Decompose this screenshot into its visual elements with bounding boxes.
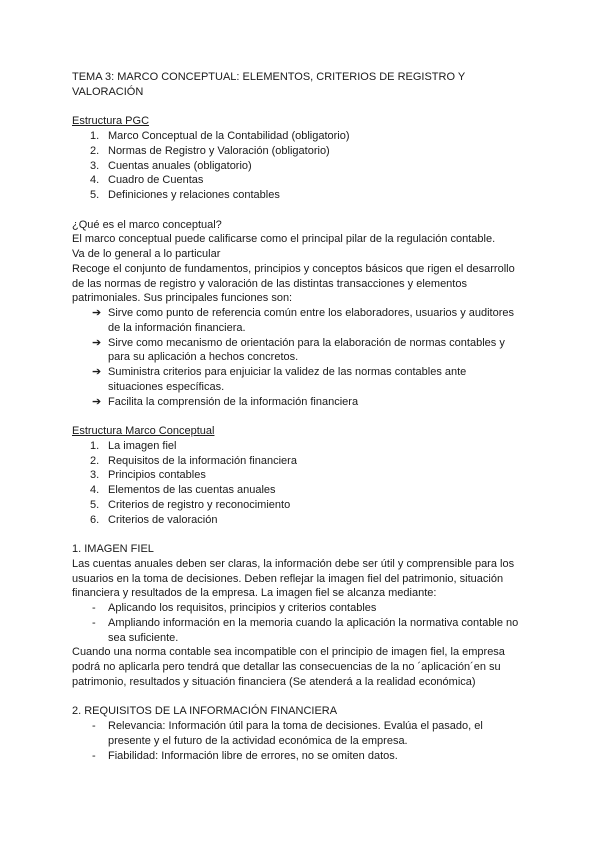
arrow-icon: ➔: [92, 395, 102, 408]
document-title: TEMA 3: MARCO CONCEPTUAL: ELEMENTOS, CRITERIOS DE REGISTRO Y: [72, 71, 466, 83]
list-item-text: Facilita la comprensión de la información financiera: [108, 395, 359, 408]
list-item: [72, 483, 542, 498]
section-estructura-pgc: [72, 114, 542, 203]
list-item-line: [72, 719, 542, 734]
list-item-line: [72, 380, 542, 395]
dash-bullet: -: [92, 720, 96, 732]
section-requisitos: [72, 704, 542, 763]
list-number: 5.: [90, 498, 100, 511]
numbered-list: [72, 129, 542, 203]
section-marco-conceptual: [72, 218, 542, 410]
list-item: [72, 454, 542, 469]
list-item: [72, 719, 542, 749]
paragraph-line: Recoge el conjunto de fundamentos, principios y conceptos básicos que rigen el desarrollo: [72, 262, 515, 275]
dash-list: [72, 719, 542, 763]
numbered-list: [72, 439, 542, 528]
list-number: 1.: [90, 439, 100, 452]
list-item-text: Principios contables: [108, 469, 206, 482]
list-item-line: [72, 395, 542, 410]
list-number: 5.: [90, 189, 100, 201]
list-item-text: Definiciones y relaciones contables: [108, 189, 280, 201]
list-item-text: Sirve como mecanismo de orientación para la elaboración de normas contables y: [108, 336, 505, 349]
paragraph-line: patrimonio, resultados y situación financiera (Se atenderá a la realidad económica): [72, 675, 476, 688]
list-item: [72, 395, 542, 410]
dash-bullet: -: [92, 616, 96, 629]
list-item: [72, 439, 542, 454]
list-item-text: para su aplicación a hechos concretos.: [108, 351, 299, 364]
list-item-text: sea suficiente.: [108, 631, 179, 644]
paragraph-line: Las cuentas anuales deben ser claras, la información debe ser útil y comprensible para los: [72, 557, 515, 570]
paragraph-line: financiera y resultados de la empresa. La imagen fiel se alcanza mediante:: [72, 587, 437, 600]
list-number: 4.: [90, 484, 100, 496]
document-title-cont: VALORACIÓN: [72, 85, 144, 98]
paragraph-line: de las normas de registro y valoración de las distintas transacciones y elementos: [72, 277, 467, 290]
list-item-line: [72, 350, 542, 365]
list-item-text: Sirve como punto de referencia común entre los elaboradores, usuarios y auditores: [108, 307, 515, 319]
list-item-line: [72, 336, 542, 351]
arrow-icon: ➔: [92, 336, 102, 349]
list-item: [72, 129, 542, 144]
section-imagen-fiel: [72, 542, 542, 690]
list-number: 2.: [90, 454, 100, 467]
list-item-text: Cuadro de Cuentas: [108, 174, 204, 187]
list-item-text: Fiabilidad: Información libre de errores, no se omiten datos.: [108, 749, 398, 762]
list-item-text: Aplicando los requisitos, principios y criterios contables: [108, 602, 377, 614]
list-number: 2.: [90, 144, 100, 157]
list-number: 6.: [90, 513, 100, 526]
list-item-line: [72, 365, 542, 380]
paragraph-line: Cuando una norma contable sea incompatible con el principio de imagen fiel, la empresa: [72, 646, 505, 659]
list-number: 4.: [90, 174, 100, 187]
paragraph-line: Va de lo general a lo particular: [72, 248, 221, 260]
list-item: [72, 144, 542, 159]
list-item-text: Criterios de valoración: [108, 513, 218, 526]
list-item-line: [72, 631, 542, 646]
dash-bullet: -: [92, 749, 96, 762]
paragraph-line: podrá no aplicarla pero tendrá que detallar las consecuencias de la no ´aplicación´en su: [72, 661, 501, 673]
list-item: [72, 498, 542, 513]
section-heading: Estructura Marco Conceptual: [72, 425, 215, 437]
dash-bullet: -: [92, 602, 96, 614]
question-heading: ¿Qué es el marco conceptual?: [72, 218, 222, 231]
list-item-text: Ampliando información en la memoria cuando la aplicación la normativa contable no: [108, 616, 519, 629]
list-item: [72, 365, 542, 395]
paragraph-line: patrimoniales. Sus principales funciones son:: [72, 292, 293, 305]
list-item: [72, 336, 542, 366]
list-item: [72, 749, 542, 764]
list-item-text: de la información financiera.: [108, 321, 246, 334]
section-heading: 2. REQUISITOS DE LA INFORMACIÓN FINANCIERA: [72, 705, 338, 718]
list-item: [72, 159, 542, 174]
list-item: [72, 306, 542, 336]
list-item-text: Requisitos de la información financiera: [108, 454, 297, 467]
arrow-list: [72, 306, 542, 409]
paragraph-line: usuarios en la toma de decisiones. Deben reflejar la imagen fiel del patrimonio, situación: [72, 572, 504, 585]
list-item-line: [72, 306, 542, 321]
document-page: [72, 70, 542, 763]
list-number: 3.: [90, 469, 100, 482]
list-item: [72, 188, 542, 203]
list-item: [72, 468, 542, 483]
list-item-text: La imagen fiel: [108, 439, 177, 452]
list-item-line: [72, 601, 542, 616]
list-item-text: Suministra criterios para enjuiciar la validez de las normas contables ante: [108, 366, 467, 378]
list-item-text: Marco Conceptual de la Contabilidad (obligatorio): [108, 130, 350, 142]
list-item: [72, 601, 542, 616]
arrow-icon: ➔: [92, 307, 102, 319]
list-item: [72, 173, 542, 188]
arrow-icon: ➔: [92, 366, 102, 378]
list-item-text: situaciones específicas.: [108, 380, 225, 393]
list-item: [72, 513, 542, 528]
list-item-text: Relevancia: Información útil para la toma de decisiones. Evalúa el pasado, el: [108, 720, 483, 732]
list-item-text: Cuentas anuales (obligatorio): [108, 159, 252, 172]
list-item-text: Elementos de las cuentas anuales: [108, 484, 276, 496]
list-item-text: presente y el futuro de la actividad económica de la empresa.: [108, 734, 408, 747]
list-item-line: [72, 616, 542, 631]
list-item-line: [72, 734, 542, 749]
section-estructura-marco: [72, 424, 542, 527]
list-item-text: Normas de Registro y Valoración (obligatorio): [108, 144, 330, 157]
list-number: 3.: [90, 159, 100, 172]
list-item-text: Criterios de registro y reconocimiento: [108, 498, 291, 511]
section-heading: 1. IMAGEN FIEL: [72, 543, 154, 555]
list-number: 1.: [90, 130, 100, 142]
list-item: [72, 616, 542, 646]
list-item-line: [72, 321, 542, 336]
section-heading: Estructura PGC: [72, 115, 150, 128]
paragraph-line: El marco conceptual puede calificarse como el principal pilar de la regulación contable.: [72, 233, 496, 246]
dash-list: [72, 601, 542, 645]
list-item-line: [72, 749, 542, 764]
